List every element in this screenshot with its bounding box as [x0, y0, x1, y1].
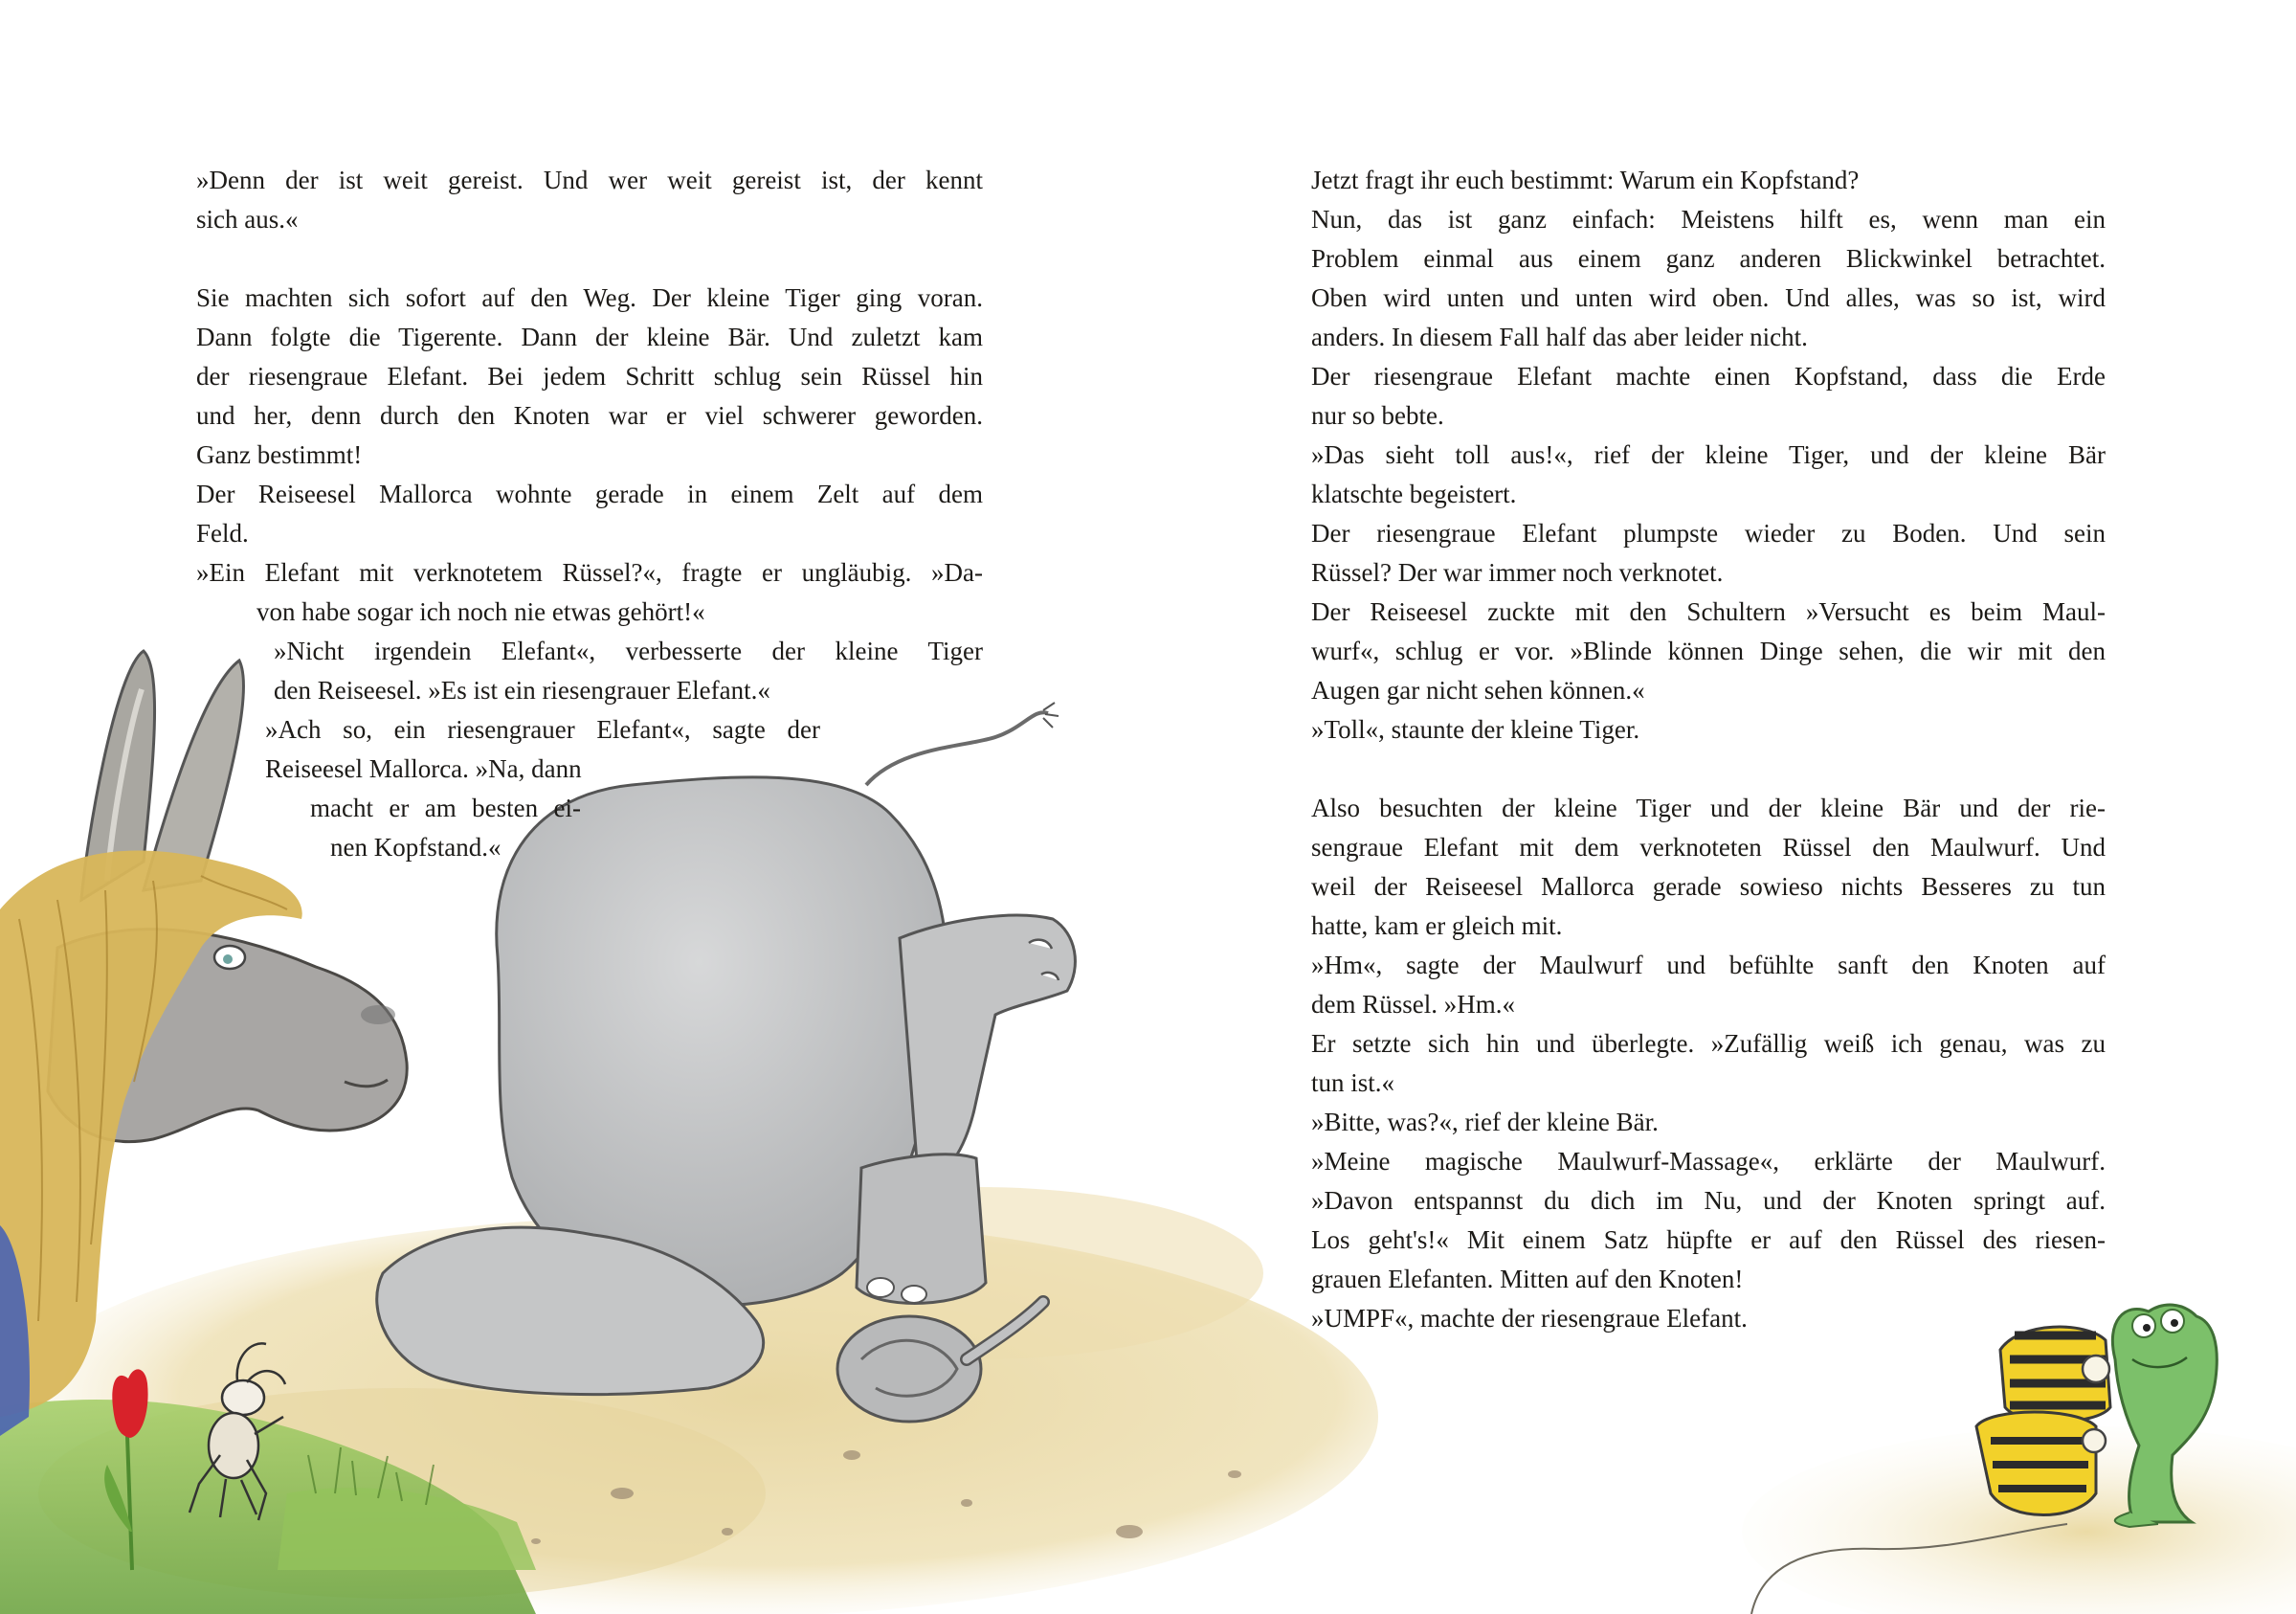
text-line: Problem einmal aus einem ganz anderen Blickwinkel betrachtet.	[1311, 244, 2106, 273]
text-line: Ganz bestimmt!	[196, 440, 363, 469]
text-line: »Bitte, was?«, rief der kleine Bär.	[1311, 1108, 1659, 1136]
text-line: Reiseesel Mallorca. »Na, dann	[265, 754, 582, 783]
text-line: »Ach so, ein riesengrauer Elefant«, sagte der	[265, 715, 820, 744]
text-line: Jetzt fragt ihr euch bestimmt: Warum ein Kopfstand?	[1311, 166, 1860, 194]
text-line: klatschte begeistert.	[1311, 480, 1517, 508]
text-line: sich aus.«	[196, 205, 299, 234]
text-line: Der riesengraue Elefant machte einen Kopfstand, dass die Erde	[1311, 362, 2106, 391]
text-line: hatte, kam er gleich mit.	[1311, 911, 1563, 940]
text-line: Augen gar nicht sehen können.«	[1311, 676, 1645, 705]
text-line: »Das sieht toll aus!«, rief der kleine Tiger, und der kleine Bär	[1311, 440, 2106, 469]
text-line: »Nicht irgendein Elefant«, verbesserte der kleine Tiger	[274, 637, 983, 665]
text-line: wurf«, schlug er vor. »Blinde können Dinge sehen, die wir mit den	[1311, 637, 2106, 665]
text-line: dem Rüssel. »Hm.«	[1311, 990, 1515, 1019]
text-line: »Meine magische Maulwurf-Massage«, erklärte der Maulwurf.	[1311, 1147, 2106, 1176]
text-line: anders. In diesem Fall half das aber leider nicht.	[1311, 323, 1808, 351]
text-line: Also besuchten der kleine Tiger und der kleine Bär und der rie-	[1311, 794, 2106, 822]
text-line: Feld.	[196, 519, 249, 548]
text-line: »Hm«, sagte der Maulwurf und befühlte sanft den Knoten auf	[1311, 951, 2106, 979]
text-line: Oben wird unten und unten wird oben. Und alles, was so ist, wird	[1311, 283, 2106, 312]
text-line: »Davon entspannst du dich im Nu, und der Knoten springt auf.	[1311, 1186, 2106, 1215]
text-line: von habe sogar ich noch nie etwas gehört!«	[256, 597, 705, 626]
text-line: den Reiseesel. »Es ist ein riesengrauer Elefant.«	[274, 676, 770, 705]
text-line: Der Reiseesel Mallorca wohnte gerade in einem Zelt auf dem	[196, 480, 983, 508]
text-line: Rüssel? Der war immer noch verknotet.	[1311, 558, 1724, 587]
text-line: macht er am besten ei-	[310, 794, 581, 822]
text-line: »UMPF«, machte der riesengraue Elefant.	[1311, 1304, 1748, 1333]
text-line: sengraue Elefant mit dem verknoteten Rüssel den Maulwurf. Und	[1311, 833, 2106, 862]
text-line: und her, denn durch den Knoten war er viel schwerer geworden.	[196, 401, 983, 430]
text-line: Sie machten sich sofort auf den Weg. Der kleine Tiger ging voran.	[196, 283, 983, 312]
tigerduck-illustration	[1976, 1327, 2110, 1514]
text-line: »Toll«, staunte der kleine Tiger.	[1311, 715, 1640, 744]
text-line: Los geht's!« Mit einem Satz hüpfte er auf den Rüssel des riesen-	[1311, 1225, 2106, 1254]
text-line: nur so bebte.	[1311, 401, 1444, 430]
text-line: »Ein Elefant mit verknotetem Rüssel?«, fragte er ungläubig. »Da-	[196, 558, 983, 587]
text-line: nen Kopfstand.«	[330, 833, 502, 862]
text-line: tun ist.«	[1311, 1068, 1395, 1097]
text-line: Der Reiseesel zuckte mit den Schultern »Versucht es beim Maul-	[1311, 597, 2106, 626]
text-line: grauen Elefanten. Mitten auf den Knoten!	[1311, 1265, 1744, 1293]
text-line: Dann folgte die Tigerente. Dann der kleine Bär. Und zuletzt kam	[196, 323, 983, 351]
text-line: der riesengraue Elefant. Bei jedem Schritt schlug sein Rüssel hin	[196, 362, 983, 391]
text-line: Nun, das ist ganz einfach: Meistens hilft es, wenn man ein	[1311, 205, 2106, 234]
text-line: »Denn der ist weit gereist. Und wer weit gereist ist, der kennt	[196, 166, 983, 194]
text-line: Er setzte sich hin und überlegte. »Zufällig weiß ich genau, was zu	[1311, 1029, 2106, 1058]
text-line: Der riesengraue Elefant plumpste wieder zu Boden. Und sein	[1311, 519, 2106, 548]
text-line: weil der Reiseesel Mallorca gerade sowieso nichts Besseres zu tun	[1311, 872, 2106, 901]
